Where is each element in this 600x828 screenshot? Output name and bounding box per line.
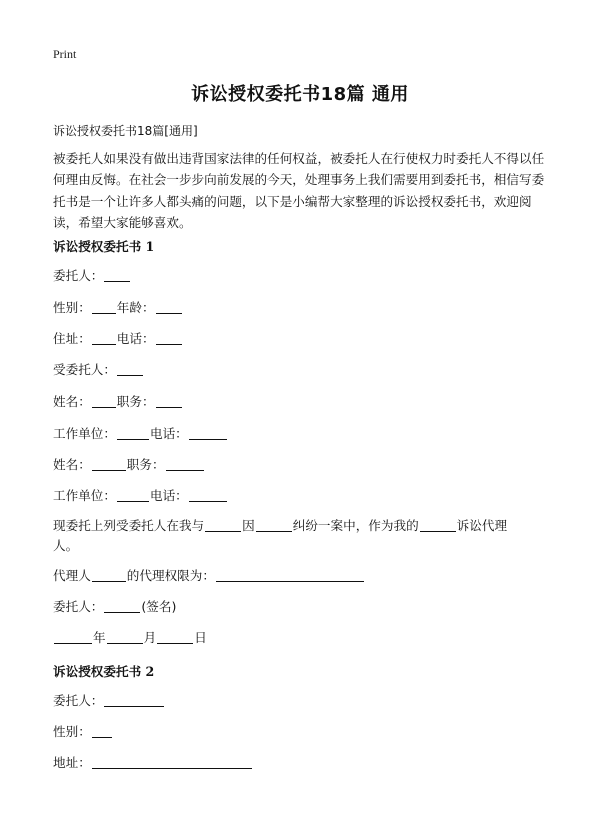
client-blank[interactable] [104,269,130,282]
entrust-text-d: 诉讼代理 [456,518,508,533]
entrust-text-e: 人。 [53,538,79,553]
client-blank[interactable] [104,694,164,707]
gender-blank[interactable] [92,301,116,314]
address-label: 住址： [53,331,91,346]
age-blank[interactable] [156,301,182,314]
employer-blank[interactable] [117,489,149,502]
signature-label: 委托人： [53,599,104,614]
entrust-text-a: 现委托上列受委托人在我与 [53,518,205,533]
signature-note: (签名) [141,599,177,614]
address-line-2 [53,753,253,773]
gender-blank[interactable] [92,725,112,738]
phone-blank[interactable] [189,427,227,440]
date-line [53,628,207,648]
address-phone-line [53,329,183,349]
agency-scope-blank[interactable] [216,569,364,582]
role-blank[interactable] [420,519,456,532]
client-label: 委托人： [53,268,104,283]
intro-paragraph: 被委托人如果没有做出违背国家法律的任何权益，被委托人在行使权力时委托人不得以任何理由反悔。在社会一步步向前发展的今天，处理事务上我们需要用到委托书，相信写委托书是一个让许多人都头痛的问题，以下是小编帮大家整理的诉讼授权委托书，欢迎阅读，希望大家能够喜欢。 [53,151,545,230]
employer-phone-line-2 [53,486,228,506]
name-position-line [53,392,183,412]
name-position-line-2 [53,455,205,475]
section-heading-1: 诉讼授权委托书 1 [53,239,155,254]
address-label: 地址： [53,755,91,770]
entrust-paragraph [53,516,553,556]
month-label: 月 [143,630,157,645]
name-label: 姓名： [53,394,91,409]
agency-label-a: 代理人 [53,568,91,583]
position-label: 职务： [116,394,155,409]
age-label: 年龄： [116,300,155,315]
name-label: 姓名： [53,457,91,472]
employer-label: 工作单位： [53,488,116,503]
name-blank[interactable] [92,458,126,471]
client-label: 委托人： [53,693,104,708]
agent-blank[interactable] [117,363,143,376]
document-subtitle: 诉讼授权委托书18篇[通用] [53,124,198,138]
page-title: 诉讼授权委托书18篇 通用 [191,84,409,105]
phone-label: 电话： [149,426,188,441]
cause-blank[interactable] [256,519,292,532]
position-blank[interactable] [166,458,204,471]
phone-blank[interactable] [156,332,182,345]
agency-scope-line [53,566,365,586]
gender-age-line [53,298,183,318]
agent-name-blank[interactable] [92,569,126,582]
entrust-text-b: 因 [242,518,255,533]
agent-label: 受委托人： [53,362,116,377]
employer-blank[interactable] [117,427,149,440]
agent-line [53,360,144,380]
day-label: 日 [194,630,207,645]
address-blank[interactable] [92,332,116,345]
position-blank[interactable] [156,395,182,408]
party-blank[interactable] [205,519,241,532]
client-line [53,266,131,286]
signature-blank[interactable] [104,600,140,613]
print-link[interactable]: Print [53,47,77,61]
section-heading-2: 诉讼授权委托书 2 [53,664,155,679]
year-label: 年 [93,630,106,645]
gender-label: 性别： [53,724,91,739]
year-blank[interactable] [54,631,92,644]
agency-label-b: 的代理权限为： [126,568,215,583]
phone-blank[interactable] [189,489,227,502]
employer-label: 工作单位： [53,426,116,441]
position-label: 职务： [126,457,165,472]
employer-phone-line [53,424,228,444]
gender-line-2 [53,722,113,742]
client-line-2 [53,691,165,711]
phone-label: 电话： [149,488,188,503]
name-blank[interactable] [92,395,116,408]
entrust-text-c: 纠纷一案中，作为我的 [292,518,419,533]
phone-label: 电话： [116,331,155,346]
month-blank[interactable] [107,631,143,644]
signature-line [53,597,176,617]
day-blank[interactable] [157,631,193,644]
gender-label: 性别： [53,300,91,315]
address-blank[interactable] [92,756,252,769]
